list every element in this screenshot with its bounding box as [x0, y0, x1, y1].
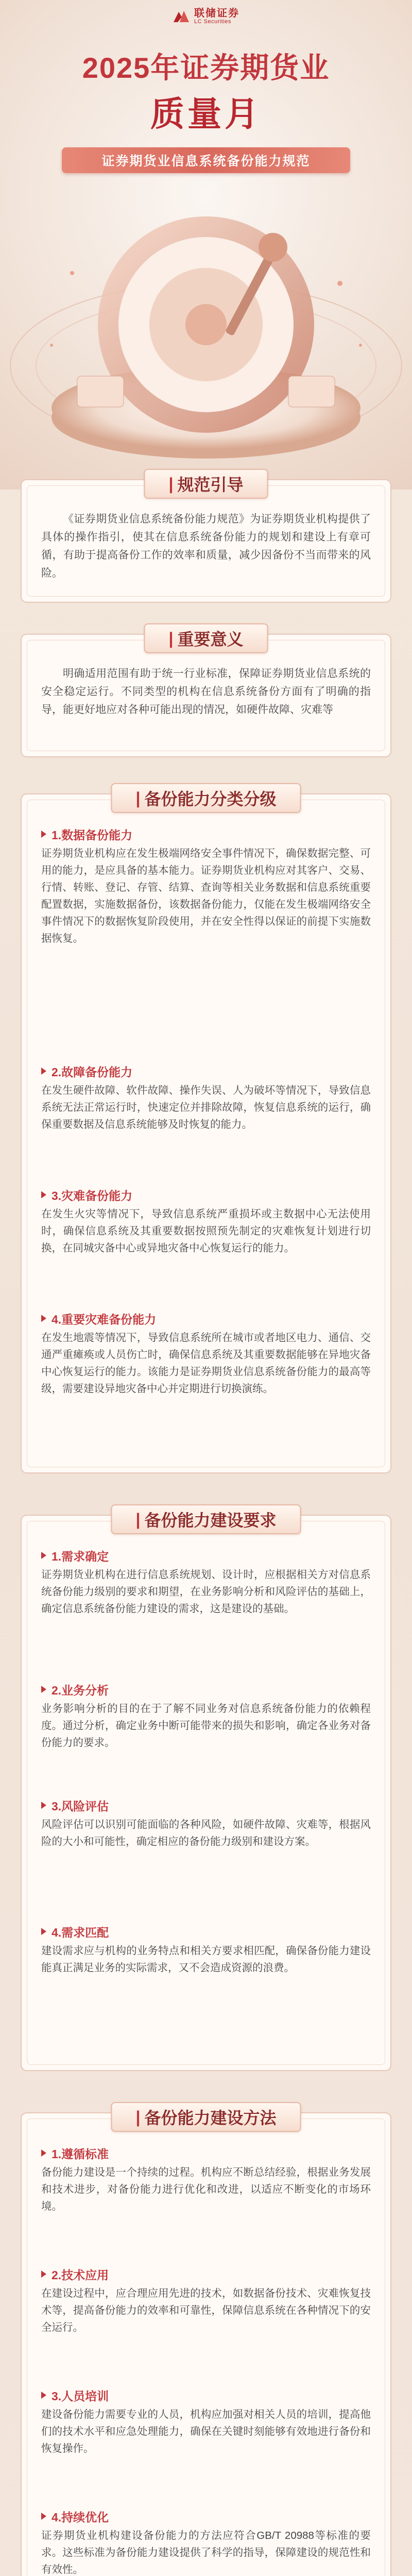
section-text: 《证券期货业信息系统备份能力规范》为证券期货业机构提供了具体的操作指引，使其在信息系统备份能力的规划和建设上有章可循，有助于提高备份工作的效率和质量，减少因备份不当而带来的风险。 — [41, 513, 371, 579]
triangle-bullet-icon — [41, 2149, 46, 2157]
triangle-bullet-icon — [41, 831, 46, 838]
section-title: | 规范引导 — [144, 469, 268, 499]
section-importance — [21, 629, 391, 757]
list-item: 1.数据备份能力 证券期货业机构应在发生极端网络安全事件情况下，确保数据完整、可用的能力，是应具备的基本能力。证券期货业机构应对其客户、交易、行情、转账、登记、存管、结算、查询等相关业务数据和信息系统重要配置数据，实施数据备份，该数据备份能力，仅能在发生极端网络安全事件情况下的数据恢复阶段使用，并在安全性得以保证的前提下实施数据恢复。 — [41, 828, 371, 944]
triangle-bullet-icon — [41, 1686, 46, 1693]
section-title: | 备份能力分类分级 — [111, 783, 301, 813]
triangle-bullet-icon — [41, 1067, 46, 1075]
section-title: | 重要意义 — [144, 623, 268, 653]
brand-name-en: LC Securities — [194, 19, 231, 25]
title-bar-icon: | — [135, 788, 141, 807]
triangle-bullet-icon — [41, 1802, 46, 1809]
brand-logo — [0, 8, 412, 25]
title-bar-icon: | — [168, 474, 174, 493]
title-bar-icon: | — [168, 629, 174, 648]
triangle-bullet-icon — [41, 1928, 46, 1935]
list-item: 2.技术应用 在建设过程中，应合理应用先进的技术，如数据备份技术、灾难恢复技术等，提高备份能力的效率和可靠性，保障信息系统在各种情况下的安全运行。 — [41, 2268, 371, 2333]
triangle-bullet-icon — [41, 1552, 46, 1559]
section-title: | 备份能力建设方法 — [111, 2102, 301, 2132]
list-item: 1.需求确定 证券期货业机构在进行信息系统规划、设计时，应根据相关方对信息系统备份能力级别的要求和期望，在业务影响分析和风险评估的基础上，确定信息系统备份能力建设的需求，这是建设的基础。 — [41, 1549, 371, 1615]
page-title: 2025年证券期货业 — [82, 52, 330, 84]
page-title-highlight: 质量月 — [150, 95, 262, 133]
section-methods — [21, 2107, 391, 2576]
hero-banner — [0, 0, 412, 489]
triangle-bullet-icon — [41, 2513, 46, 2520]
brand-mark-icon — [173, 9, 190, 24]
section-requirements — [21, 1510, 391, 2071]
disk-illustration — [0, 170, 412, 489]
section-guide — [21, 474, 391, 603]
brand-name: 联储证券 — [194, 8, 239, 19]
list-item: 3.人员培训 建设备份能力需要专业的人员，机构应加强对相关人员的培训，提高他们的技术水平和应急处理能力，确保在关键时刻能够有效地进行备份和恢复操作。 — [41, 2389, 371, 2454]
triangle-bullet-icon — [41, 1315, 46, 1322]
list-item: 3.灾难备份能力 在发生火灾等情况下，导致信息系统严重损坏或主数据中心无法使用时，确保信息系统及其重要数据按照预先制定的灾难恢复计划进行切换，在同城灾备中心或异地灾备中心恢复运行的能力。 — [41, 1189, 371, 1254]
section-levels — [21, 788, 391, 1473]
subtitle-ribbon: 证券期货业信息系统备份能力规范 — [62, 147, 350, 173]
triangle-bullet-icon — [41, 1191, 46, 1198]
triangle-bullet-icon — [41, 2270, 46, 2278]
list-item: 1.遵循标准 备份能力建设是一个持续的过程。机构应不断总结经验，根据业务发展和技术进步，对备份能力进行优化和改进，以适应不断变化的市场环境。 — [41, 2147, 371, 2212]
title-bar-icon: | — [135, 2107, 141, 2126]
title-bar-icon: | — [135, 1510, 141, 1529]
list-item: 3.风险评估 风险评估可以识别可能面临的各种风险，如硬件故障、灾难等，根据风险的大小和可能性，确定相应的备份能力级别和建设方案。 — [41, 1799, 371, 1848]
triangle-bullet-icon — [41, 2392, 46, 2399]
list-item: 4.持续优化 证券期货业机构建设备份能力的方法应符合GB/T 20988等标准的要求。这些标准为备份能力建设提供了科学的指导，保障建设的规范性和有效性。 — [41, 2510, 371, 2575]
list-item: 4.需求匹配 建设需求应与机构的业务特点和相关方要求相匹配，确保备份能力建设能真正满足业务的实际需求，又不会造成资源的浪费。 — [41, 1925, 371, 1974]
list-item: 4.重要灾难备份能力 在发生地震等情况下，导致信息系统所在城市或者地区电力、通信、交通严重瘫痪或人员伤亡时，确保信息系统及其重要数据能够在异地灾备中心恢复运行的能力。该能力是证券期货业信息系统备份能力的最高等级，需要建设异地灾备中心并定期进行切换演练。 — [41, 1312, 371, 1395]
section-title: | 备份能力建设要求 — [111, 1504, 301, 1534]
list-item: 2.故障备份能力 在发生硬件故障、软件故障、操作失误、人为破坏等情况下，导致信息系统无法正常运行时，快速定位并排除故障，恢复信息系统的运行，确保重要数据及信息系统能够及时恢复的能力。 — [41, 1065, 371, 1130]
section-text: 明确适用范围有助于统一行业标准，保障证券期货业信息系统的安全稳定运行。不同类型的机构在信息系统备份方面有了明确的指导，能更好地应对各种可能出现的情况，如硬件故障、灾难等 — [41, 668, 371, 716]
list-item: 2.业务分析 业务影响分析的目的在于了解不同业务对信息系统备份能力的依赖程度。通过分析，确定业务中断可能带来的损失和影响，确定各业务对备份能力的要求。 — [41, 1683, 371, 1749]
